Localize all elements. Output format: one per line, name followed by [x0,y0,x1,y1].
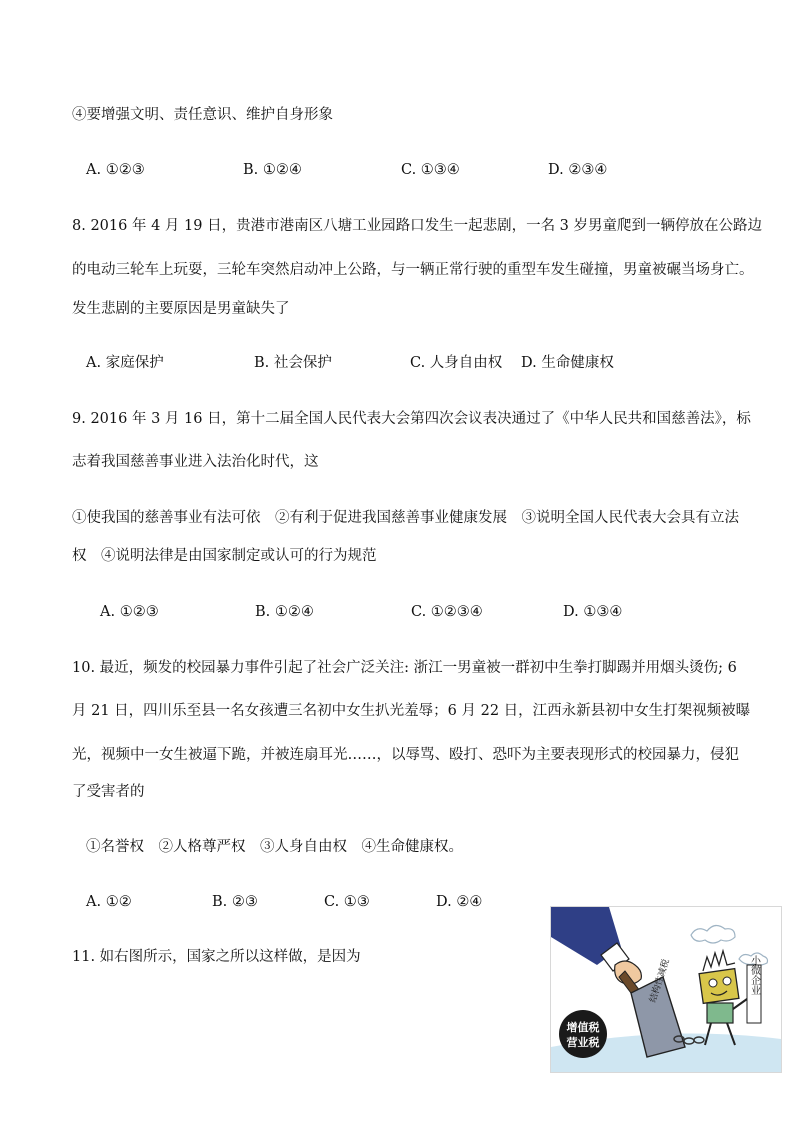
blade-text: 结构性减税 [647,957,671,1004]
q10-option-a: A. ①② [86,894,132,910]
q10-option-b: B. ②③ [212,894,258,910]
q10-items: ①名誉权 ②人格尊严权 ③人身自由权 ④生命健康权。 [86,839,463,855]
tax-cut-cartoon [550,906,782,1073]
q10-text-line-2: 月 21 日，四川乐至县一名女孩遭三名初中女生扒光羞辱；6 月 22 日，江西永新县初中女生打架视频被曝 [72,703,751,719]
prev-item-4: ④要增强文明、责任意识、维护自身形象 [72,107,333,123]
q8-option-d: D. 生命健康权 [521,355,614,371]
q9-option-a: A. ①②③ [100,604,159,620]
q10-option-c: C. ①③ [324,894,370,910]
q10-text-line-1: 10. 最近，频发的校园暴力事件引起了社会广泛关注: 浙江一男童被一群初中生拳打脚踢并用烟头烫伤; 6 [72,660,737,676]
q8-option-b: B. 社会保护 [254,355,332,371]
q9-option-c: C. ①②③④ [411,604,483,620]
tax-badge [559,1010,607,1058]
q10-text-line-4: 了受害者的 [72,784,145,800]
q9-text-line-2: 志着我国慈善事业进入法治化时代，这 [72,454,319,470]
prev-option-d: D. ②③④ [548,162,608,178]
prev-option-c: C. ①③④ [401,162,460,178]
badge-line-1: 增值税 [566,1022,600,1034]
q8-option-c: C. 人身自由权 [410,355,503,371]
q11-text-line-1: 11. 如右图所示，国家之所以这样做，是因为 [72,949,361,965]
prev-option-b: B. ①②④ [243,162,302,178]
sign-text: 小微企业 [748,955,760,995]
q9-items-line-2: 权 ④说明法律是由国家制定或认可的行为规范 [72,548,377,564]
q9-option-b: B. ①②④ [255,604,314,620]
q9-items-line-1: ①使我国的慈善事业有法可依 ②有利于促进我国慈善事业健康发展 ③说明全国人民代表大会具有立法 [72,510,739,526]
q8-text-line-1: 8. 2016 年 4 月 19 日，贵港市港南区八塘工业园路口发生一起悲剧，一名 3 岁男童爬到一辆停放在公路边 [72,218,763,234]
badge-line-2: 营业税 [566,1037,600,1049]
cartoon-drawing [551,907,781,1072]
small-business-robot [699,951,747,1045]
q8-text-line-2: 的电动三轮车上玩耍，三轮车突然启动冲上公路，与一辆正常行驶的重型车发生碰撞，男童被碾当场身亡。 [72,262,754,278]
q10-option-d: D. ②④ [436,894,483,910]
q8-option-a: A. 家庭保护 [86,355,164,371]
q9-option-d: D. ①③④ [563,604,623,620]
q9-text-line-1: 9. 2016 年 3 月 16 日，第十二届全国人民代表大会第四次会议表决通过了《中华人民共和国慈善法》，标 [72,411,751,427]
q10-text-line-3: 光，视频中一女生被逼下跪，并被连扇耳光……，以辱骂、殴打、恐吓为主要表现形式的校园暴力，侵犯 [72,747,739,763]
prev-option-a: A. ①②③ [86,162,145,178]
q8-text-line-3: 发生悲剧的主要原因是男童缺失了 [72,301,290,317]
